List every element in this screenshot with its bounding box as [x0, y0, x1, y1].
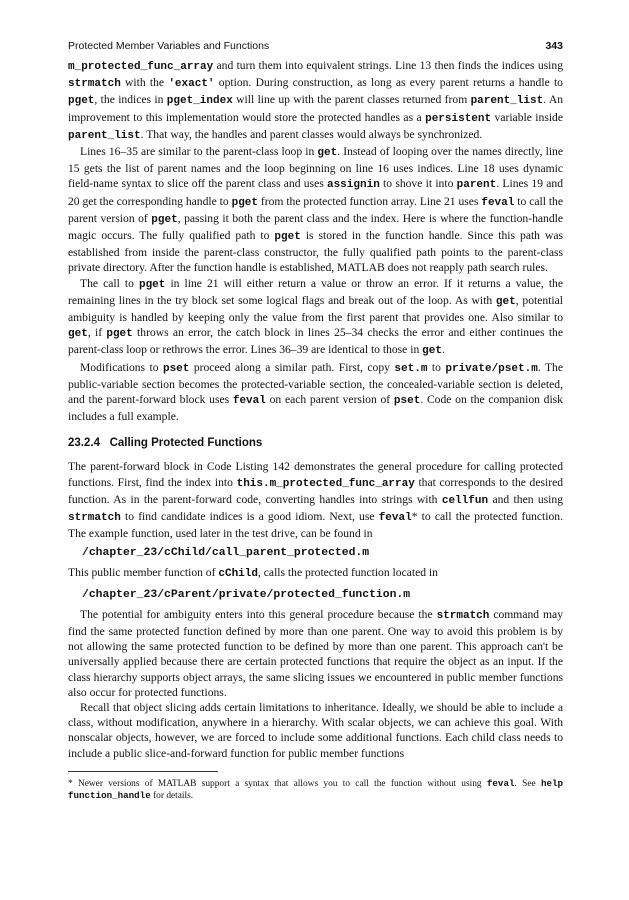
inline-code: this.m_protected_func_array	[236, 477, 415, 490]
text-run: throws an error, the catch block in lines 25–34 checks the error and either continues the parent-class loop or rethrows the error. Lines 36–39 are identical to those in	[68, 326, 563, 357]
paragraph	[68, 360, 563, 425]
text-run: on each parent version of	[265, 393, 394, 407]
text-run: , potential ambiguity is handled by keeping only the value from the first parent that provides one. Also similar to	[68, 293, 563, 325]
text-run: to	[427, 360, 446, 374]
text-run: option. During construction, as long as every parent returns a handle to	[214, 76, 563, 90]
paragraph	[68, 565, 563, 582]
text-run: for details.	[150, 791, 194, 802]
paragraph	[68, 607, 563, 700]
text-run: to call the parent version of	[68, 194, 563, 225]
inline-code: 'exact'	[168, 78, 215, 91]
text-run: The parent-forward block in Code Listing 142 demonstrates the general procedure for calling protected functions. First, find the index into	[68, 460, 563, 489]
text-run: , calls the protected function located in	[257, 566, 438, 580]
text-run: .	[441, 343, 445, 357]
file-path: /chapter_23/cChild/call_parent_protected.m	[82, 547, 370, 560]
inline-code: pset	[162, 362, 190, 375]
inline-code: get	[495, 295, 516, 308]
text-run: . See	[514, 778, 541, 789]
inline-code: pget	[138, 278, 166, 291]
inline-code: pget_index	[166, 95, 233, 108]
paragraph	[68, 700, 563, 761]
inline-code: m_protected_func_array	[68, 61, 214, 73]
text-run: . Lines 19 and 20 get the corresponding handle to	[68, 177, 563, 208]
page	[68, 40, 563, 803]
text-run: The potential for ambiguity enters into this general procedure because the	[80, 607, 437, 621]
text-run: to find candidate indices is a good idiom. Next, use	[120, 510, 379, 524]
text-run: , passing it both the parent class and the index. Here is where the function-handle magic occurs. The fully qualified path to	[68, 211, 563, 243]
text-run: and turn them into equivalent strings. Line 13 then finds the indices using	[213, 59, 563, 72]
inline-code: strmatch	[436, 609, 490, 622]
text-run: with the	[120, 76, 169, 90]
inline-code: pget	[151, 213, 178, 226]
paragraph	[68, 459, 563, 541]
running-header	[68, 40, 563, 58]
text-run: to shove it into	[379, 177, 457, 191]
page-number: 343	[545, 40, 563, 52]
text-run: and then using	[488, 492, 563, 506]
footnote-rule	[68, 771, 218, 772]
text-run: * Newer versions of MATLAB support a syntax that allows you to call the function without using	[68, 778, 487, 789]
section-heading	[68, 437, 563, 449]
paragraph	[68, 276, 563, 360]
section-title: Calling Protected Functions	[109, 437, 263, 450]
inline-code: help function_handle	[68, 777, 563, 802]
section-number: 23.2.4	[68, 437, 100, 450]
inline-code: feval	[481, 196, 515, 209]
footnote	[68, 778, 563, 803]
inline-code: parent_list	[470, 95, 544, 108]
inline-code: persistent	[425, 112, 492, 125]
inline-code: feval	[232, 395, 266, 408]
inline-code: private/pset.m	[445, 362, 538, 375]
text-run: Lines 16–35 are similar to the parent-class loop in	[80, 145, 318, 159]
text-run: in line 21 will either return a value or throw an error. If it returns a value, the remaining lines in the try block set some logical flags and break out of the loop. As with	[68, 276, 563, 307]
text-run: variable inside	[491, 110, 563, 124]
text-run: The call to	[80, 276, 139, 290]
inline-code: get	[68, 328, 88, 341]
text-run: proceed along a similar path. First, copy	[189, 360, 395, 374]
text-run: * to call the protected function. The example function, used later in the test drive, can be found in	[68, 510, 563, 541]
text-run: . Instead of looping over the names directly, line 15 gets the list of parent names and the loop beginning on line 16 uses indices. Line 18 uses dynamic field-name syntax to slice off the parent class and uses	[68, 145, 563, 191]
inline-code: parent_list	[68, 129, 141, 142]
text-run: . The public-variable section becomes the protected-variable section, the concealed-variable section is deleted, and the parent-forward block uses	[68, 360, 563, 407]
inline-code: get	[422, 345, 442, 358]
text-run: is stored in the function handle. Since this path was established from inside the parent-class constructor, the fully qualified path points to the parent-class private directory. After the function handle is established, MATLAB does not reapply path search rules.	[68, 229, 564, 275]
text-run: command may find the same protected function defined by more than one parent. One way to avoid this problem is by not allowing the same protected function to be defined by more than one parent. This approach can't be universally applied because there are certain protected functions that require the object as an input. If the class hierarchy supports object arrays, the same slicing issues we encountered in public member functions also occur for protected functions.	[68, 607, 563, 699]
inline-code: pget	[68, 95, 95, 108]
text-run: . That way, the handles and parent classes would always be synchronized.	[140, 127, 483, 141]
text-run: , if	[87, 326, 107, 340]
text-run: Modifications to	[80, 360, 163, 374]
text-run: that corresponds to the desired function. As in the parent-forward code, converting handles into strings with	[68, 475, 564, 506]
text-run: from the protected function array. Line 21 uses	[258, 194, 482, 208]
paragraph	[68, 58, 563, 144]
inline-code: set.m	[394, 362, 428, 375]
inline-code: pget	[106, 328, 133, 341]
header-title: Protected Member Variables and Functions	[68, 40, 270, 52]
inline-code: cChild	[218, 568, 258, 581]
paragraph	[68, 144, 563, 276]
inline-code: pset	[393, 395, 421, 408]
inline-code: get	[317, 147, 338, 160]
inline-code: strmatch	[68, 512, 121, 525]
inline-code: assignin	[326, 179, 380, 192]
inline-code: pget	[274, 231, 301, 244]
text-run: Recall that object slicing adds certain limitations to inheritance. Ideally, we should be able to include a class, without modification, anywhere in a hierarchy. With scalar objects, we can achieve this goal. With nonscalar objects, however, we are forced to include some additional functions. Each child class needs to include a public slice-and-forward function for public member functions	[68, 700, 563, 760]
text-run: . An improvement to this implementation would store the protected handles as a	[68, 93, 563, 124]
text-run: . Code on the companion disk includes a full example.	[68, 393, 563, 424]
inline-code: feval	[486, 777, 515, 789]
inline-code: cellfun	[441, 494, 489, 507]
inline-code: parent	[456, 179, 497, 192]
file-path: /chapter_23/cParent/private/protected_function.m	[82, 588, 411, 601]
inline-code: feval	[378, 512, 412, 525]
text-run: This public member function of	[68, 566, 219, 580]
inline-code: pget	[231, 196, 258, 209]
text-run: , the indices in	[94, 93, 167, 107]
text-run: will line up with the parent classes returned from	[232, 93, 471, 107]
inline-code: strmatch	[68, 78, 121, 91]
